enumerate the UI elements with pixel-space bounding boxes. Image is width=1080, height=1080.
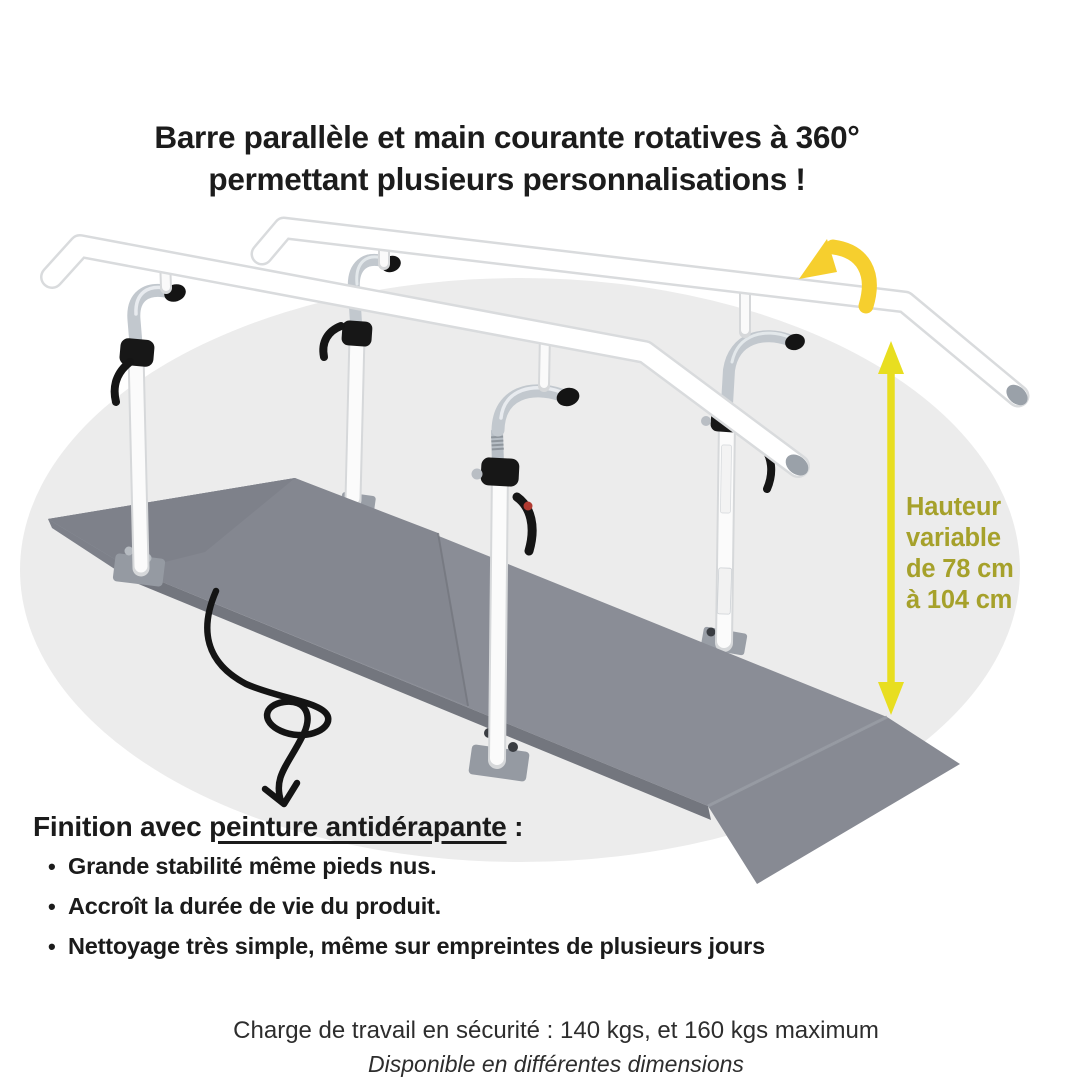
bullet-dot: • [48,934,56,959]
clamp-collar [480,457,519,487]
footer-note [0,1016,1080,1079]
callout-line: de 78 cm [906,555,1014,583]
finish-heading [33,811,523,843]
finish-heading-suffix: : [506,811,524,842]
lever-red-dot [524,502,533,511]
safe-working-load-text: Charge de travail en sécurité : 140 kgs, et 160 kgs maximum [233,1017,879,1044]
title-line-1: Barre parallèle et main courante rotatives à 360° [154,119,860,155]
list-item [36,853,1016,880]
list-item [36,933,1016,960]
sticker-label [717,568,732,614]
callout-line: variable [906,524,1001,552]
brand-label [720,445,731,513]
finish-heading-underlined: peinture antidérapante [209,811,507,842]
page-title [0,116,1014,200]
callout-line: Hauteur [906,493,1001,521]
bullet-text: Grande stabilité même pieds nus. [68,853,437,879]
finish-bullet-list [36,853,1016,973]
bullet-text: Accroît la durée de vie du produit. [68,893,441,919]
bullet-dot: • [48,854,56,879]
dimensions-availability-text: Disponible en différentes dimensions [368,1051,744,1077]
callout-line: à 104 cm [906,586,1013,614]
title-line-2: permettant plusieurs personnalisations ! [208,161,806,197]
finish-heading-prefix: Finition avec [33,811,210,842]
list-item [36,893,1016,920]
clamp-collar [341,320,373,347]
bullet-dot: • [48,894,56,919]
bullet-text: Nettoyage très simple, même sur empreintes de plusieurs jours [68,933,765,959]
height-callout [906,492,1014,616]
